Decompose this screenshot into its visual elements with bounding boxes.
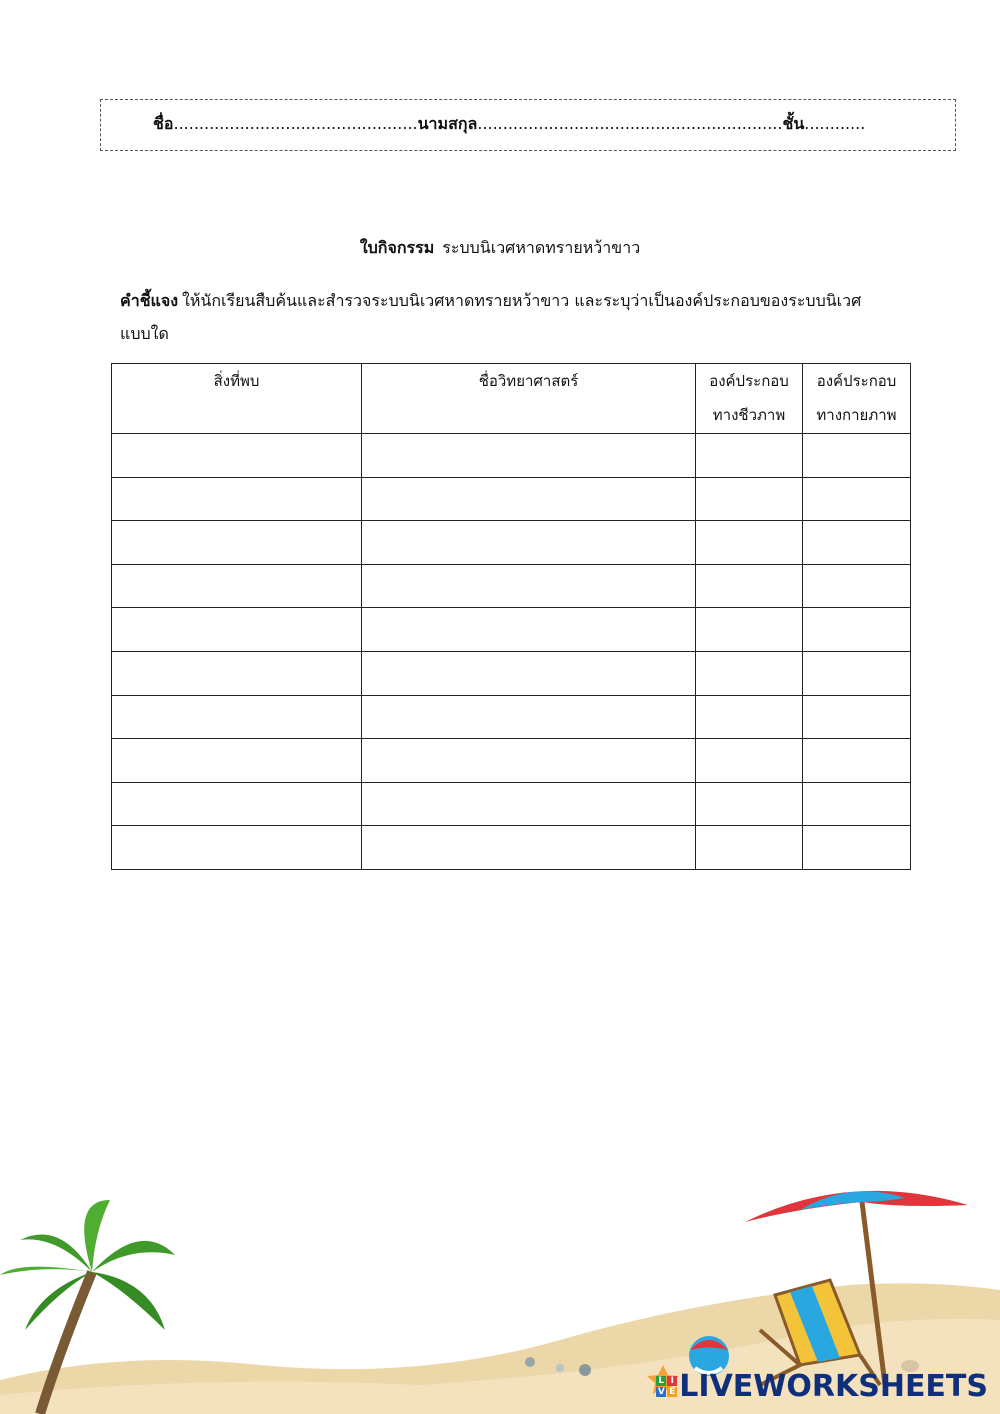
liveworksheets-logo <box>656 1369 988 1404</box>
table-row <box>112 477 911 521</box>
table-row <box>112 564 911 608</box>
found-item-cell[interactable] <box>112 782 362 826</box>
biotic-cell[interactable] <box>696 564 803 608</box>
biotic-cell[interactable] <box>696 739 803 783</box>
table-row <box>112 695 911 739</box>
table-row <box>112 739 911 783</box>
biotic-cell[interactable] <box>696 782 803 826</box>
title-label: ใบกิจกรรม <box>359 238 435 257</box>
abiotic-cell[interactable] <box>803 564 911 608</box>
class-field[interactable]: ............ <box>804 114 866 133</box>
table-row <box>112 651 911 695</box>
biotic-cell[interactable] <box>696 651 803 695</box>
instructions <box>120 284 890 350</box>
instructions-label: คำชี้แจง <box>120 291 179 310</box>
found-item-cell[interactable] <box>112 608 362 652</box>
header-scientific-name: ชื่อวิทยาศาสตร์ <box>362 364 696 434</box>
pebble-icon <box>525 1357 535 1367</box>
found-item-cell[interactable] <box>112 564 362 608</box>
table-row <box>112 782 911 826</box>
name-field[interactable]: ................................................ <box>173 114 418 133</box>
scientific-name-cell[interactable] <box>362 434 696 478</box>
header-found-item: สิ่งที่พบ <box>112 364 362 434</box>
biotic-cell[interactable] <box>696 695 803 739</box>
abiotic-cell[interactable] <box>803 651 911 695</box>
surname-field[interactable]: ............................................................ <box>477 114 783 133</box>
table-row <box>112 434 911 478</box>
found-item-cell[interactable] <box>112 695 362 739</box>
logo-mark-icon: L I V E <box>657 1376 676 1397</box>
scientific-name-cell[interactable] <box>362 782 696 826</box>
biotic-cell[interactable] <box>696 608 803 652</box>
activity-table <box>111 363 911 870</box>
scientific-name-cell[interactable] <box>362 564 696 608</box>
name-label: ชื่อ <box>153 114 174 133</box>
abiotic-cell[interactable] <box>803 739 911 783</box>
scientific-name-cell[interactable] <box>362 739 696 783</box>
class-label: ชั้น <box>782 114 805 133</box>
biotic-cell[interactable] <box>696 521 803 565</box>
table-header-row <box>112 364 911 434</box>
abiotic-cell[interactable] <box>803 521 911 565</box>
found-item-cell[interactable] <box>112 477 362 521</box>
biotic-cell[interactable] <box>696 826 803 870</box>
surname-label: นามสกุล <box>417 114 478 133</box>
title-text: ระบบนิเวศหาดทรายหว้าขาว <box>442 238 641 257</box>
scientific-name-cell[interactable] <box>362 477 696 521</box>
found-item-cell[interactable] <box>112 434 362 478</box>
abiotic-cell[interactable] <box>803 477 911 521</box>
scientific-name-cell[interactable] <box>362 521 696 565</box>
instructions-text: ให้นักเรียนสืบค้นและสำรวจระบบนิเวศหาดทรายหว้าขาว และระบุว่าเป็นองค์ประกอบของระบบนิเวศแบบใด <box>120 291 862 343</box>
found-item-cell[interactable] <box>112 651 362 695</box>
scientific-name-cell[interactable] <box>362 608 696 652</box>
abiotic-cell[interactable] <box>803 826 911 870</box>
table-row <box>112 608 911 652</box>
found-item-cell[interactable] <box>112 739 362 783</box>
brand-name: LIVEWORKSHEETS <box>679 1369 988 1404</box>
student-info-box <box>100 99 956 151</box>
table-row <box>112 826 911 870</box>
found-item-cell[interactable] <box>112 826 362 870</box>
header-biotic: องค์ประกอบ ทางชีวภาพ <box>696 364 803 434</box>
abiotic-cell[interactable] <box>803 782 911 826</box>
table-row <box>112 521 911 565</box>
scientific-name-cell[interactable] <box>362 651 696 695</box>
abiotic-cell[interactable] <box>803 608 911 652</box>
scientific-name-cell[interactable] <box>362 695 696 739</box>
abiotic-cell[interactable] <box>803 434 911 478</box>
header-abiotic: องค์ประกอบ ทางกายภาพ <box>803 364 911 434</box>
scientific-name-cell[interactable] <box>362 826 696 870</box>
found-item-cell[interactable] <box>112 521 362 565</box>
abiotic-cell[interactable] <box>803 695 911 739</box>
biotic-cell[interactable] <box>696 477 803 521</box>
biotic-cell[interactable] <box>696 434 803 478</box>
student-info-line <box>153 112 865 137</box>
worksheet-title <box>0 236 1000 261</box>
